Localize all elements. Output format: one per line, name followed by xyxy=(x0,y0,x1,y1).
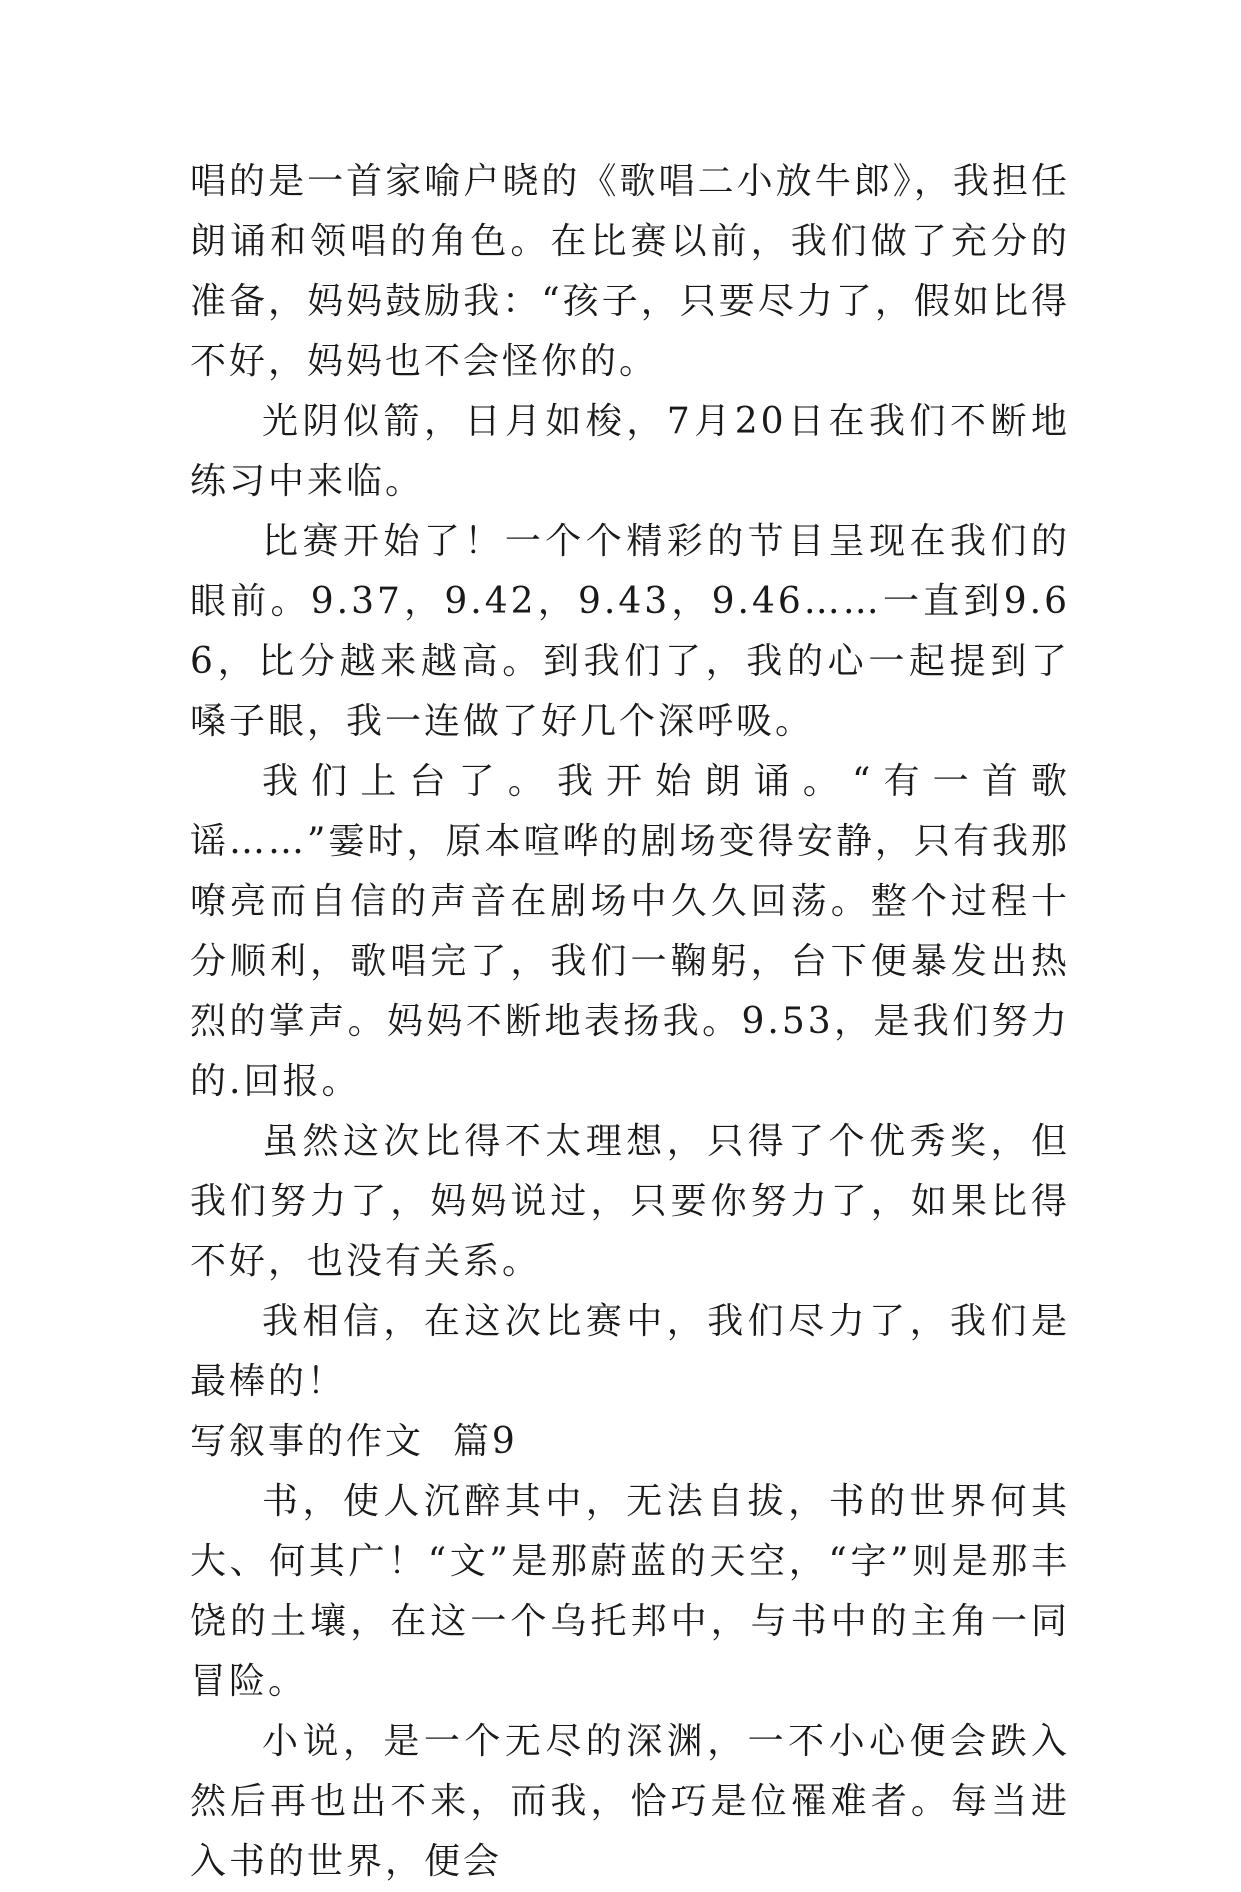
paragraph: 虽然这次比得不太理想，只得了个优秀奖，但我们努力了，妈妈说过，只要你努力了，如果比得不好，也没有关系。 xyxy=(190,1121,1070,1282)
paragraph: 书，使人沉醉其中，无法自拔，书的世界何其大、何其广！“文”是那蔚蓝的天空，“字”则是那丰饶的土壤，在这一个乌托邦中，与书中的主角一同冒险。 xyxy=(190,1481,1070,1702)
paragraph: 光阴似箭，日月如梭，7月20日在我们不断地练习中来临。 xyxy=(190,401,1070,502)
paragraph: 比赛开始了！一个个精彩的节目呈现在我们的眼前。9.37，9.42，9.43，9.46……一直到9.66，比分越来越高。到我们了，我的心一起提到了嗓子眼，我一连做了好几个深呼吸。 xyxy=(190,521,1070,742)
paragraph: 唱的是一首家喻户晓的《歌唱二小放牛郎》，我担任朗诵和领唱的角色。在比赛以前，我们做了充分的准备，妈妈鼓励我：“孩子，只要尽力了，假如比得不好，妈妈也不会怪你的。 xyxy=(190,161,1070,382)
paragraph: 我相信，在这次比赛中，我们尽力了，我们是最棒的！ xyxy=(190,1301,1070,1402)
paragraph: 小说，是一个无尽的深渊，一不小心便会跌入然后再也出不来，而我，恰巧是位罹难者。每当进入书的世界，便会 xyxy=(190,1721,1070,1882)
section-heading: 写叙事的作文 篇9 xyxy=(190,1421,518,1462)
document-body xyxy=(190,152,1070,1892)
paragraph: 我们上台了。我开始朗诵。“有一首歌谣……”霎时，原本喧哗的剧场变得安静，只有我那嘹亮而自信的声音在剧场中久久回荡。整个过程十分顺利，歌唱完了，我们一鞠躬，台下便暴发出热烈的掌声。妈妈不断地表扬我。9.53，是我们努力的.回报。 xyxy=(190,761,1070,1102)
